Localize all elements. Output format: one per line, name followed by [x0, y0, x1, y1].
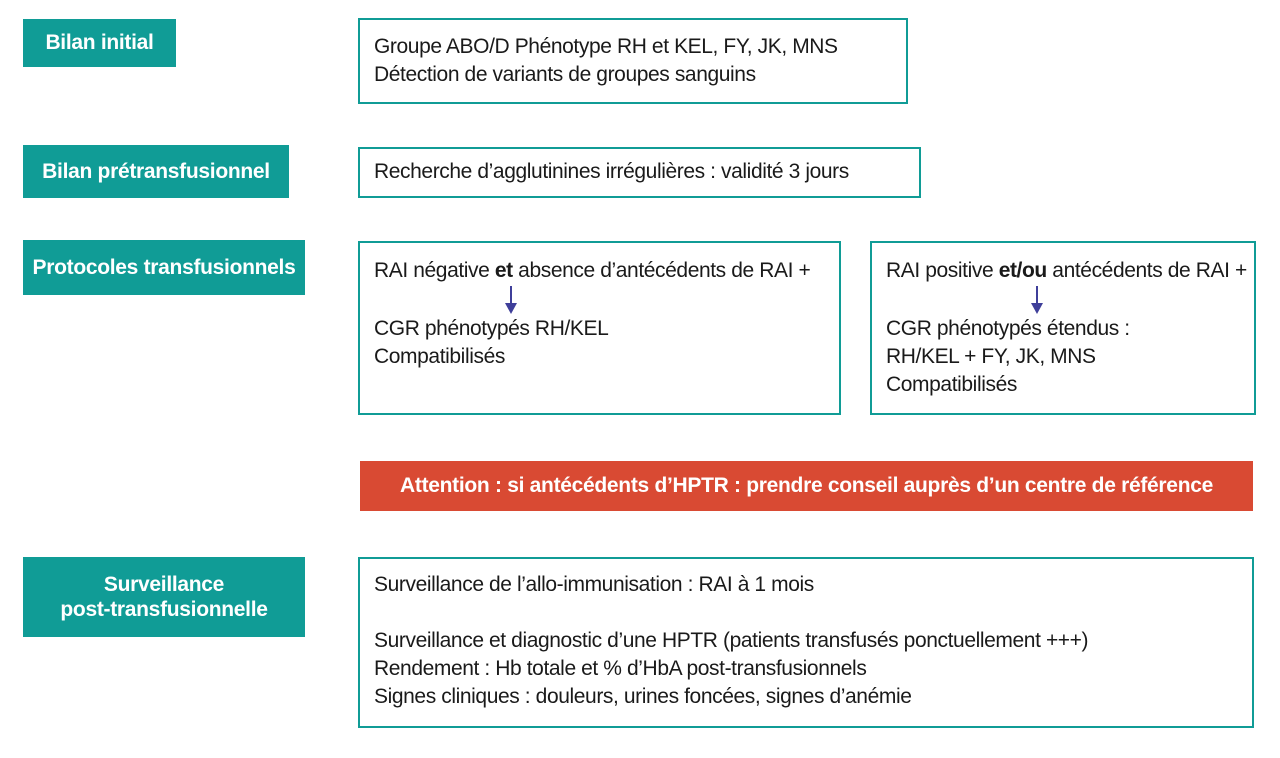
rai-negative-heading: [374, 257, 839, 285]
heading-part: RAI négative: [374, 259, 495, 282]
text-line: CGR phénotypés étendus :: [886, 317, 1130, 340]
text-line: Recherche d’agglutinines irrégulières : validité 3 jours: [374, 160, 849, 183]
label-text: Bilan prétransfusionnel: [42, 159, 270, 183]
text-line: Groupe ABO/D Phénotype RH et KEL, FY, JK, MNS: [374, 35, 838, 58]
label-text: Bilan initial: [45, 31, 154, 55]
spacer: [374, 599, 1252, 627]
heading-connector: et: [494, 259, 513, 282]
label-bilan-pretransfusionnel: [23, 145, 289, 198]
text-line: Rendement : Hb totale et % d’HbA post-transfusionnels: [374, 657, 867, 680]
label-text-line1: Surveillance: [103, 572, 225, 596]
text-line: RH/KEL + FY, JK, MNS: [886, 345, 1096, 368]
text-line: Détection de variants de groupes sanguins: [374, 63, 756, 86]
text-line: Compatibilisés: [886, 373, 1017, 396]
text-line: CGR phénotypés RH/KEL: [374, 317, 609, 340]
label-bilan-initial: [23, 19, 176, 67]
label-text-line2: post-transfusionnelle: [60, 598, 268, 621]
warning-banner: [360, 461, 1253, 511]
text-line: Signes cliniques : douleurs, urines foncées, signes d’anémie: [374, 685, 912, 708]
text-line: Surveillance et diagnostic d’une HPTR (patients transfusés ponctuellement +++): [374, 629, 1089, 652]
box-surveillance: [358, 557, 1254, 728]
label-text: Protocoles transfusionnels: [32, 255, 296, 279]
box-bilan-pretransfusionnel: [358, 147, 921, 198]
heading-part: antécédents de RAI +: [1046, 259, 1247, 282]
heading-connector: et/ou: [998, 259, 1047, 282]
heading-part: RAI positive: [886, 259, 999, 282]
label-surveillance-post-transfusionnelle: [23, 557, 305, 637]
box-bilan-initial: [358, 18, 908, 104]
rai-positive-heading: [886, 257, 1254, 285]
heading-part: absence d’antécédents de RAI +: [512, 259, 811, 282]
text-line: Compatibilisés: [374, 345, 505, 368]
warning-text: Attention : si antécédents d’HPTR : prendre conseil auprès d’un centre de référence: [400, 474, 1213, 497]
box-rai-positive: [870, 241, 1256, 415]
label-protocoles-transfusionnels: [23, 240, 305, 295]
text-line: Surveillance de l’allo-immunisation : RAI à 1 mois: [374, 573, 814, 596]
box-rai-negative: [358, 241, 841, 415]
